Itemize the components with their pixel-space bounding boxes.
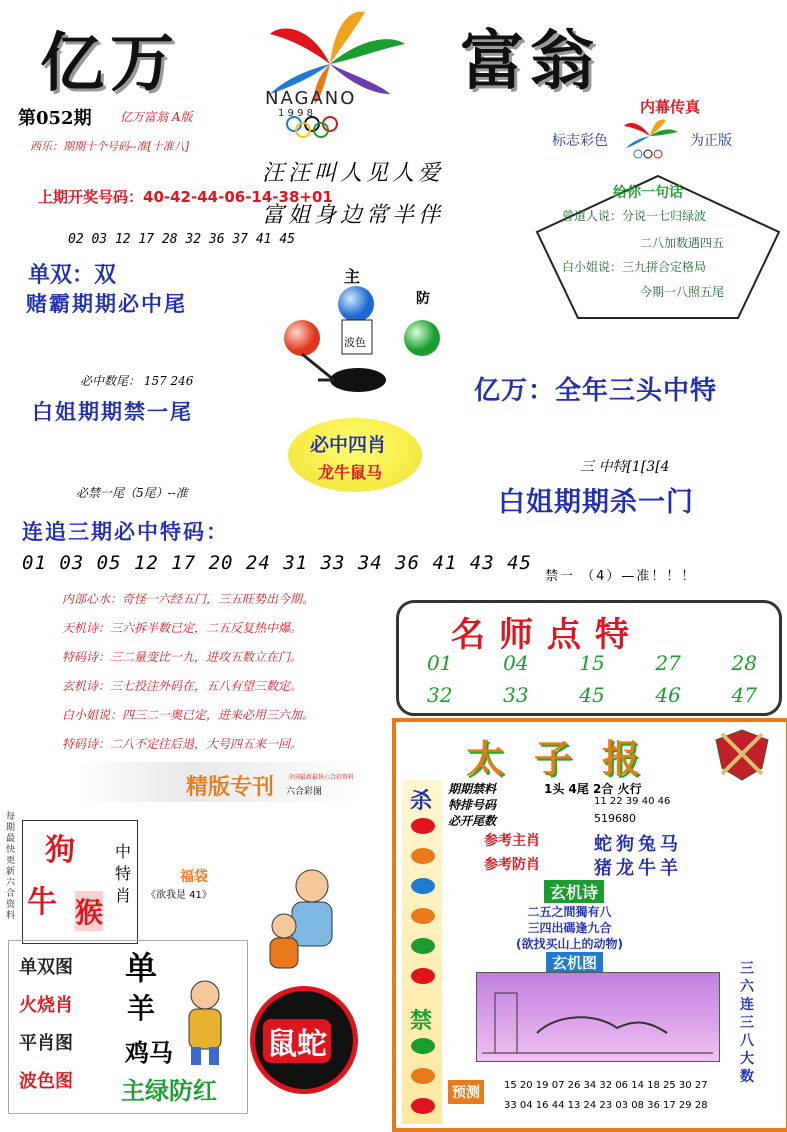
logo-text: NAGANO — [265, 88, 357, 109]
poem-red-4: 玄机诗：三七投注外码在，五八有望三数定。 — [62, 679, 303, 693]
poems-red — [62, 585, 314, 759]
zodiac-animals-icon — [408, 816, 438, 996]
four-charts — [19, 949, 73, 1101]
red-big-1: 狗 — [45, 833, 75, 868]
row-key: 特排号码 — [448, 798, 497, 812]
master-row-1 — [427, 651, 757, 675]
row-key: 期期禁料 — [448, 782, 497, 796]
gambler-tail: 赌霸期期必中尾 — [26, 291, 187, 316]
boy-figure-icon — [175, 977, 235, 1067]
master-num: 32 — [427, 683, 453, 707]
master-title: 名师点特 — [451, 615, 643, 655]
issue-brand: 亿万富翁 A版 — [120, 110, 193, 124]
master-row-2 — [427, 683, 757, 707]
ban-tail: 必禁一尾（5尾）--准 — [76, 486, 188, 500]
row-key: 参考防肖 — [484, 857, 540, 873]
fang-label: 防 — [416, 291, 430, 307]
rat-snake-badge — [250, 986, 358, 1094]
bai-tail: 白姐期期禁一尾 — [32, 399, 193, 424]
xuanji-line: (欲找买山上的动物) — [516, 937, 623, 951]
taizi-row — [448, 812, 778, 830]
taizi-title: 太子报 — [466, 736, 671, 781]
black-pot-icon — [330, 368, 386, 392]
zodiac-animals-2-icon — [408, 1036, 438, 1126]
yuce-row-2: 33 04 16 44 13 24 23 03 08 36 17 29 28 — [504, 1100, 708, 1111]
shield-icon — [710, 726, 774, 782]
ball-diagram — [278, 284, 458, 396]
taizi-board — [392, 718, 787, 1132]
sheep-big: 羊 — [127, 992, 156, 1025]
left-panel — [0, 806, 358, 1124]
poem-red-1: 内部心水：奇怪一六经五门，三五旺势出今期。 — [62, 592, 315, 606]
last-draw-label: 上期开奖号码： — [38, 188, 144, 206]
jin-yi: 禁一 （4）—准！！！ — [545, 569, 697, 584]
chart-4: 波色图 — [19, 1071, 73, 1092]
taizi-rows — [448, 780, 778, 878]
olympic-rings-icon — [280, 116, 390, 138]
pentagon-line-4: 今期一八照五尾 — [640, 285, 725, 299]
yuce-row-1: 15 20 19 07 26 34 32 06 14 18 25 30 27 — [504, 1080, 708, 1091]
master-num: 28 — [731, 651, 757, 675]
kill-label: 杀 — [410, 789, 433, 814]
row-value: 1头 4尾 2合 火行 — [544, 782, 642, 796]
last-draw-value: 40-42-44-06-14-38+01 — [143, 188, 333, 206]
master-num: 47 — [731, 683, 757, 707]
chase-title: 连追三期必中特码： — [22, 519, 229, 544]
issue-hint: 西乐：期期十个号码--准[十准八] — [30, 140, 190, 153]
numbers-row-1: 02 03 12 17 28 32 36 37 41 45 — [68, 232, 295, 247]
bai-door: 白姐期期杀一门 — [498, 487, 694, 518]
animal-sketch-icon — [477, 973, 719, 1061]
single-double: 单双：双 — [28, 262, 117, 288]
zodiac-box — [22, 820, 138, 944]
last-draw — [38, 186, 333, 207]
blue-ball-icon — [338, 286, 374, 322]
must-tail: 必中数尾： 157 246 — [80, 374, 194, 388]
green-ball-icon — [404, 320, 440, 356]
pentagon-line-2: 二八加数遇四五 — [640, 236, 725, 250]
flower-logo-icon — [240, 4, 420, 134]
small-logo-icon — [620, 116, 680, 162]
taizi-row — [448, 796, 778, 812]
row-value: 11 22 39 40 46 — [594, 796, 671, 807]
sixiao-badge — [288, 418, 422, 492]
poem-red-5: 白小姐说：四三二一奥已定，进来必用三六加。 — [62, 708, 315, 722]
rat-snake: 鼠蛇 — [263, 1019, 331, 1063]
row-key: 参考主肖 — [484, 833, 540, 849]
special-tiny: 全国最新最快六合彩资料 — [288, 774, 355, 781]
xuanji-line: 二五之間獨有八 — [527, 905, 612, 919]
poem-red-6: 特码诗：二八不定往后退，大号四五来一回。 — [62, 737, 303, 751]
title-left: 亿万 — [40, 26, 180, 101]
pentagon-line-1: 曾道人说：分说一七归绿波 — [562, 209, 707, 223]
poem-red-3: 特码诗：三二量变比一九，进攻五数立在门。 — [62, 650, 303, 664]
side-vertical: 三六连三八大数 — [740, 961, 754, 1085]
issue-number: 第052期 — [18, 108, 92, 129]
chart-2: 火烧肖 — [19, 995, 73, 1016]
row-value: 519680 — [594, 812, 636, 825]
charts-box — [8, 940, 248, 1114]
numbers-row-2: 01 03 05 12 17 20 24 31 33 34 36 41 43 45 — [22, 552, 532, 574]
master-num: 15 — [579, 651, 605, 675]
chart-1: 单双图 — [19, 957, 73, 978]
xuanji-title: 玄机诗 — [544, 880, 604, 903]
xuanji-line: 三四出碼逢九合 — [527, 921, 612, 935]
master-box — [396, 600, 782, 716]
master-num: 33 — [503, 683, 529, 707]
red-big-2: 牛 — [27, 885, 57, 920]
logo-year: 1 9 9 8 — [278, 108, 313, 119]
master-num: 27 — [655, 651, 681, 675]
fax-title: 内幕传真 — [640, 98, 701, 116]
master-num: 04 — [503, 651, 529, 675]
zodiac-column — [402, 780, 442, 1124]
red-ball-icon — [284, 320, 320, 356]
taizi-row — [448, 780, 778, 796]
sixiao-title: 必中四肖 — [310, 434, 387, 456]
taizi-row — [448, 830, 778, 854]
green-red: 主绿防红 — [121, 1076, 217, 1105]
taizi-row — [448, 854, 778, 878]
chicken-horse: 鸡马 — [125, 1038, 173, 1067]
special-banner — [78, 762, 360, 802]
xuanji-lines — [516, 904, 623, 952]
fax-left: 标志彩色 — [552, 133, 608, 149]
poem-line-1: 汪汪叫人见人爱 — [262, 161, 445, 186]
poem-line-2: 富姐身边常半伴 — [262, 203, 445, 228]
yuce-label: 预测 — [448, 1080, 484, 1104]
bag-label: 福袋 — [180, 869, 208, 885]
red-big-3: 猴 — [75, 891, 103, 931]
nagano-logo — [240, 4, 420, 134]
poem-red-2: 天机诗：三六拆半数已定，二五反复热中爆。 — [62, 621, 303, 635]
yiwan-head: 亿万：全年三头中特 — [474, 376, 718, 406]
zhu-label: 主 — [344, 267, 361, 286]
row-value: 蛇狗兔马 — [594, 834, 682, 855]
pentagon-title: 给你一句话 — [613, 185, 683, 201]
row-key: 必开尾数 — [448, 814, 497, 828]
left-vertical: 每期最快更新六合资料 — [6, 812, 16, 921]
yuce-rows — [504, 1076, 708, 1116]
ball-center-label: 波色 — [344, 336, 366, 349]
san-zhong: 三 中特[1[3[4 — [580, 459, 670, 475]
special-title: 精版专刊 — [186, 774, 275, 800]
ban-label: 禁 — [410, 1009, 433, 1034]
master-num: 01 — [427, 651, 453, 675]
row-value: 猪龙牛羊 — [594, 858, 682, 879]
master-num: 46 — [655, 683, 681, 707]
bag-sub: 《欲我是 41》 — [146, 890, 212, 901]
sixiao-animals: 龙牛鼠马 — [318, 463, 383, 482]
pentagon-line-3: 白小姐说：三九拼合定格局 — [562, 260, 707, 274]
fax-right: 为正版 — [690, 133, 732, 149]
spec-vertical: 中特肖 — [115, 842, 132, 905]
xuanji-picture — [476, 972, 720, 1062]
title-right: 富翁 — [460, 24, 600, 99]
xuanji-pic-title: 玄机图 — [546, 952, 603, 973]
chart-3: 平肖图 — [19, 1033, 73, 1054]
master-num: 45 — [579, 683, 605, 707]
special-sub: 六合彩图 — [286, 787, 323, 797]
kids-figure-icon — [262, 866, 352, 976]
single-big: 单 — [125, 949, 158, 987]
